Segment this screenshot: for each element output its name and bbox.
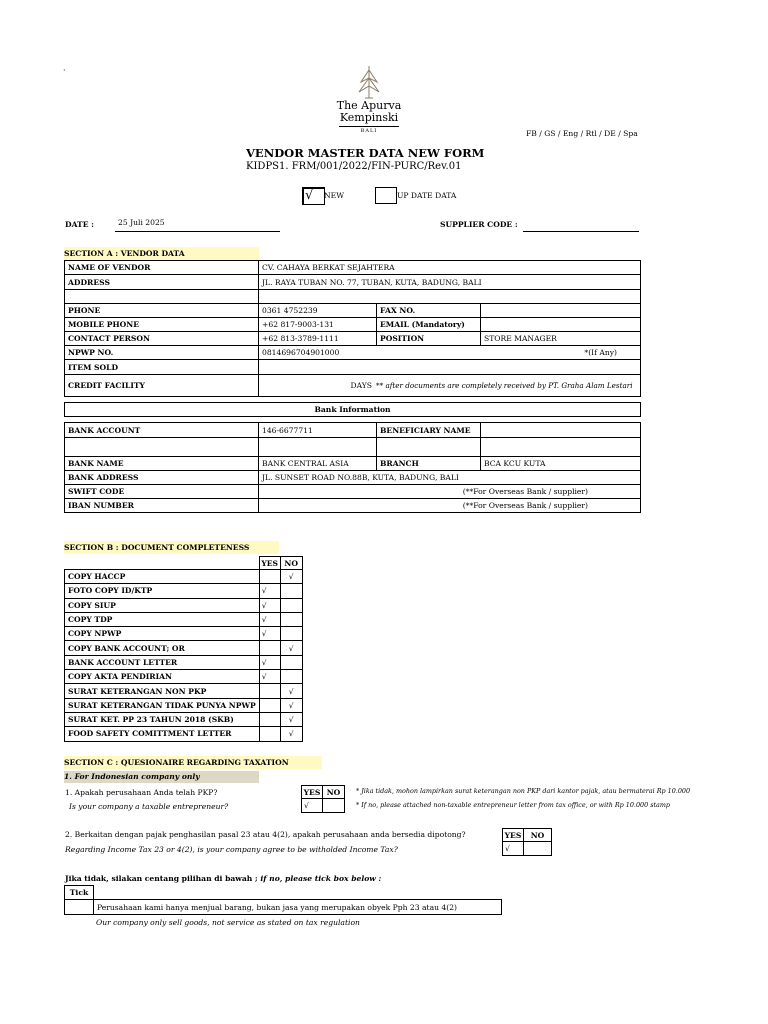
yes-header: YES bbox=[259, 557, 280, 570]
document-row bbox=[65, 727, 303, 741]
document-label: COPY SIUP bbox=[65, 598, 260, 612]
phone-value[interactable]: 0361 4752239 bbox=[259, 304, 377, 318]
document-label: COPY HACCP bbox=[65, 570, 260, 584]
document-yes-cell[interactable]: √ bbox=[259, 612, 280, 626]
document-no-cell[interactable]: √ bbox=[280, 727, 302, 741]
logo-line3: BALI bbox=[360, 128, 378, 134]
branch-value[interactable]: BCA KCU KUTA bbox=[481, 457, 641, 471]
mobile-label: MOBILE PHONE bbox=[65, 318, 259, 332]
swift-value[interactable] bbox=[259, 485, 641, 499]
q1-answer-table bbox=[301, 785, 345, 813]
iban-note: (**For Overseas Bank / supplier) bbox=[462, 501, 589, 510]
document-yes-cell[interactable] bbox=[259, 698, 280, 712]
q2-english: Regarding Income Tax 23 or 4(2), is your company agree to be witholded Income Tax? bbox=[65, 845, 398, 854]
q2-yes-header: YES bbox=[503, 829, 524, 842]
q2-answer-table bbox=[502, 828, 552, 856]
document-yes-cell[interactable]: √ bbox=[259, 598, 280, 612]
document-yes-cell[interactable] bbox=[259, 641, 280, 655]
document-no-cell[interactable] bbox=[280, 655, 302, 669]
section-a-title: SECTION A : VENDOR DATA bbox=[64, 247, 259, 260]
tick-statement: Perusahaan kami hanya menjual barang, bukan jasa yang merupakan obyek Pph 23 atau 4(2) bbox=[94, 900, 502, 915]
form-code: KIDPS1. FRM/001/2022/FIN-PURC/Rev.01 bbox=[246, 161, 462, 172]
q1-no-cell[interactable] bbox=[323, 799, 345, 813]
document-row bbox=[65, 612, 303, 626]
fax-label: FAX NO. bbox=[377, 304, 481, 318]
document-label: COPY TDP bbox=[65, 612, 260, 626]
iban-value[interactable] bbox=[259, 499, 641, 513]
tick-table bbox=[64, 885, 502, 915]
q2-yes-cell[interactable]: √ bbox=[503, 842, 524, 856]
document-label: SURAT KETERANGAN NON PKP bbox=[65, 684, 260, 698]
stray-dot: · bbox=[63, 66, 66, 75]
department-codes: FB / GS / Eng / Rtl / DE / Spa bbox=[526, 129, 638, 138]
tick-statement-english: Our company only sell goods, not service as stated on tax regulation bbox=[96, 918, 360, 927]
new-checkbox[interactable] bbox=[302, 187, 325, 205]
date-underline bbox=[115, 231, 280, 232]
name-label: NAME OF VENDOR bbox=[65, 261, 259, 275]
document-label: BANK ACCOUNT LETTER bbox=[65, 655, 260, 669]
tick-header: Tick bbox=[65, 886, 94, 900]
document-no-cell[interactable]: √ bbox=[280, 712, 302, 726]
credit-label: CREDIT FACILITY bbox=[65, 375, 259, 397]
document-row bbox=[65, 712, 303, 726]
beneficiary-label: BENEFICIARY NAME bbox=[377, 423, 481, 438]
contact-label: CONTACT PERSON bbox=[65, 332, 259, 346]
document-label: COPY BANK ACCOUNT; OR bbox=[65, 641, 260, 655]
document-label: FOTO COPY ID/KTP bbox=[65, 584, 260, 598]
document-no-cell[interactable]: √ bbox=[280, 641, 302, 655]
bank-account-label: BANK ACCOUNT bbox=[65, 423, 259, 438]
document-no-cell[interactable] bbox=[280, 670, 302, 684]
phone-label: PHONE bbox=[65, 304, 259, 318]
swift-note: (**For Overseas Bank / supplier) bbox=[462, 487, 589, 496]
document-completeness-table bbox=[64, 556, 303, 742]
document-no-cell[interactable]: √ bbox=[280, 684, 302, 698]
beneficiary-value[interactable] bbox=[481, 423, 641, 438]
document-label: COPY AKTA PENDIRIAN bbox=[65, 670, 260, 684]
npwp-label: NPWP NO. bbox=[65, 346, 259, 360]
credit-note: ** after documents are completely received by PT. Graha Alam Lestari bbox=[376, 381, 633, 390]
credit-cell[interactable] bbox=[259, 375, 641, 397]
document-row bbox=[65, 598, 303, 612]
vendor-data-table bbox=[64, 260, 641, 513]
swift-label: SWIFT CODE bbox=[65, 485, 259, 499]
document-row bbox=[65, 698, 303, 712]
logo-line2: Kempinski bbox=[339, 111, 399, 124]
address-value[interactable]: JL. RAYA TUBAN NO. 77, TUBAN, KUTA, BADUNG, BALI bbox=[259, 275, 641, 290]
document-yes-cell[interactable] bbox=[259, 570, 280, 584]
update-label: UP DATE DATA bbox=[397, 191, 457, 200]
iban-label: IBAN NUMBER bbox=[65, 499, 259, 513]
new-label: NEW bbox=[324, 191, 344, 200]
npwp-value: 0814696704901000 bbox=[262, 348, 340, 357]
q1-indonesian: 1. Apakah perusahaan Anda telah PKP? bbox=[65, 788, 218, 797]
name-value[interactable]: CV. CAHAYA BERKAT SEJAHTERA bbox=[259, 261, 641, 275]
document-row bbox=[65, 670, 303, 684]
document-no-cell[interactable]: √ bbox=[280, 698, 302, 712]
document-row bbox=[65, 641, 303, 655]
q2-no-header: NO bbox=[524, 829, 552, 842]
document-yes-cell[interactable] bbox=[259, 727, 280, 741]
bank-info-title: Bank Information bbox=[65, 403, 641, 417]
form-title: VENDOR MASTER DATA NEW FORM bbox=[246, 146, 485, 160]
no-header: NO bbox=[280, 557, 302, 570]
q1-note-indonesian: * Jika tidak, mohon lampirkan surat keterangan non PKP dari kantor pajak, atau bermaterai Rp 10.000 bbox=[356, 787, 691, 795]
email-label: EMAIL (Mandatory) bbox=[377, 318, 481, 332]
document-no-cell[interactable] bbox=[280, 612, 302, 626]
document-yes-cell[interactable]: √ bbox=[259, 584, 280, 598]
logo-line1: The Apurva bbox=[336, 99, 402, 112]
indonesian-company-subtitle: 1. For Indonesian company only bbox=[64, 771, 259, 783]
bank-name-value[interactable]: BANK CENTRAL ASIA bbox=[259, 457, 377, 471]
q1-no-header: NO bbox=[323, 786, 345, 799]
document-label: SURAT KET. PP 23 TAHUN 2018 (SKB) bbox=[65, 712, 260, 726]
bank-address-value[interactable]: JL. SUNSET ROAD NO.88B, KUTA, BADUNG, BALI bbox=[259, 471, 641, 485]
supplier-code-label: SUPPLIER CODE : bbox=[440, 220, 518, 229]
fax-value[interactable] bbox=[481, 304, 641, 318]
document-yes-cell[interactable]: √ bbox=[259, 627, 280, 641]
document-no-cell[interactable] bbox=[280, 598, 302, 612]
bank-address-label: BANK ADDRESS bbox=[65, 471, 259, 485]
document-row bbox=[65, 655, 303, 669]
document-no-cell[interactable] bbox=[280, 584, 302, 598]
bank-account-value[interactable]: 146-6677711 bbox=[259, 423, 377, 438]
q1-english: Is your company a taxable entrepreneur? bbox=[69, 802, 229, 811]
document-no-cell[interactable] bbox=[280, 627, 302, 641]
mobile-value[interactable]: +62 817-9003-131 bbox=[259, 318, 377, 332]
item-sold-label: ITEM SOLD bbox=[65, 360, 259, 375]
date-label: DATE : bbox=[65, 220, 94, 229]
date-value[interactable]: 25 Juli 2025 bbox=[118, 218, 165, 227]
address-label: ADDRESS bbox=[65, 275, 259, 290]
kempinski-logo-icon bbox=[356, 64, 382, 100]
q1-note-english: * If no, please attached non-taxable entrepreneur letter from tax office, or with Rp 10.000 stamp bbox=[356, 801, 671, 809]
contact-value[interactable]: +62 813-3789-1111 bbox=[259, 332, 377, 346]
update-checkbox[interactable] bbox=[375, 187, 397, 204]
document-label: SURAT KETERANGAN TIDAK PUNYA NPWP bbox=[65, 698, 260, 712]
tick-intro-english: if no, please tick box below : bbox=[260, 874, 382, 883]
branch-label: BRANCH bbox=[377, 457, 481, 471]
email-value[interactable] bbox=[481, 318, 641, 332]
section-b-title: SECTION B : DOCUMENT COMPLETENESS bbox=[64, 541, 279, 554]
document-yes-cell[interactable] bbox=[259, 684, 280, 698]
npwp-cell[interactable] bbox=[259, 346, 641, 360]
document-row bbox=[65, 584, 303, 598]
document-row bbox=[65, 684, 303, 698]
document-yes-cell[interactable]: √ bbox=[259, 655, 280, 669]
q1-yes-header: YES bbox=[302, 786, 323, 799]
document-yes-cell[interactable]: √ bbox=[259, 670, 280, 684]
q2-indonesian: 2. Berkaitan dengan pajak penghasilan pasal 23 atau 4(2), apakah perusahaan anda bersedia dipotong? bbox=[65, 830, 466, 839]
document-label: FOOD SAFETY COMITTMENT LETTER bbox=[65, 727, 260, 741]
credit-days: DAYS bbox=[350, 381, 372, 390]
position-value[interactable]: STORE MANAGER bbox=[481, 332, 641, 346]
document-row bbox=[65, 627, 303, 641]
bank-name-label: BANK NAME bbox=[65, 457, 259, 471]
npwp-note: *(If Any) bbox=[584, 348, 618, 357]
position-label: POSITION bbox=[377, 332, 481, 346]
supplier-code-field[interactable] bbox=[523, 231, 639, 232]
tick-intro bbox=[65, 874, 381, 883]
document-yes-cell[interactable] bbox=[259, 712, 280, 726]
tick-box[interactable] bbox=[65, 900, 94, 915]
company-logo bbox=[328, 64, 410, 140]
section-c-title: SECTION C : QUESIONAIRE REGARDING TAXATION bbox=[64, 756, 322, 769]
document-no-cell[interactable]: √ bbox=[280, 570, 302, 584]
new-checkmark: √ bbox=[305, 188, 314, 203]
item-sold-value[interactable] bbox=[259, 360, 641, 375]
q2-no-cell[interactable] bbox=[524, 842, 552, 856]
tick-intro-indonesian: Jika tidak, silakan centang pilihan di bawah ; bbox=[65, 874, 261, 883]
document-label: COPY NPWP bbox=[65, 627, 260, 641]
q1-yes-cell[interactable]: √ bbox=[302, 799, 323, 813]
document-row bbox=[65, 570, 303, 584]
